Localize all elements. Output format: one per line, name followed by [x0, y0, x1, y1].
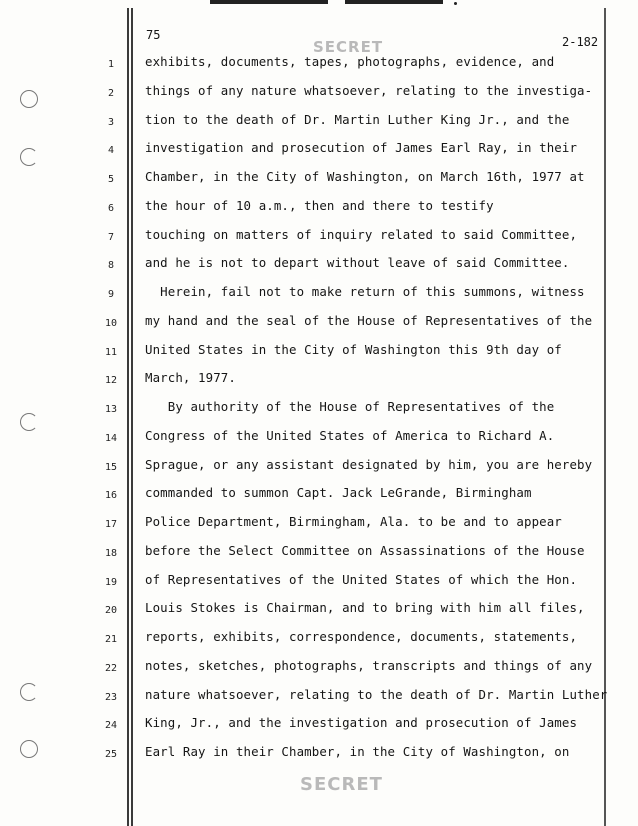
line-number: 2 [107, 88, 115, 99]
line-number: 9 [107, 289, 115, 300]
text-line: investigation and prosecution of James Earl Ray, in their [145, 140, 578, 155]
text-line: touching on matters of inquiry related to said Committee, [145, 227, 578, 242]
line-number: 20 [104, 605, 118, 616]
line-number: 24 [104, 720, 118, 731]
text-line: United States in the City of Washington this 9th day of [145, 342, 562, 357]
line-number: 14 [104, 433, 118, 444]
text-line: commanded to summon Capt. Jack LeGrande, Birmingham [145, 485, 532, 500]
text-line: exhibits, documents, tapes, photographs, evidence, and [145, 54, 555, 69]
line-number: 18 [104, 548, 118, 559]
header-redaction-bar [345, 0, 443, 4]
right-margin-rule [604, 8, 606, 826]
binder-hole [20, 740, 38, 758]
stamp-bottom: SECRET [300, 774, 383, 795]
text-line: King, Jr., and the investigation and prosecution of James [145, 715, 578, 730]
page-number: 75 [146, 28, 161, 42]
text-line: Congress of the United States of America to Richard A. [145, 428, 555, 443]
line-number: 11 [104, 347, 118, 358]
text-line: of Representatives of the United States of which the Hon. [145, 572, 578, 587]
line-number: 10 [104, 318, 118, 329]
left-margin-rule-inner [131, 8, 133, 826]
line-number: 17 [104, 519, 118, 530]
line-number: 4 [107, 145, 115, 156]
text-line: nature whatsoever, relating to the death of Dr. Martin Luther [145, 687, 608, 702]
text-line: March, 1977. [145, 370, 236, 385]
text-line: notes, sketches, photographs, transcripts and things of any [145, 658, 593, 673]
header-redaction-bar [210, 0, 328, 4]
text-line: By authority of the House of Representatives of the [145, 399, 555, 414]
text-line: Herein, fail not to make return of this summons, witness [145, 284, 585, 299]
line-number: 16 [104, 490, 118, 501]
line-number: 19 [104, 577, 118, 588]
line-number: 13 [104, 404, 118, 415]
text-line: things of any nature whatsoever, relating to the investiga- [145, 83, 593, 98]
line-number: 5 [107, 174, 115, 185]
text-line: reports, exhibits, correspondence, documents, statements, [145, 629, 578, 644]
text-line: before the Select Committee on Assassinations of the House [145, 543, 585, 558]
text-line: my hand and the seal of the House of Representatives of the [145, 313, 593, 328]
binder-hole [20, 90, 38, 108]
line-number: 23 [104, 692, 118, 703]
left-margin-rule [127, 8, 129, 826]
text-line: the hour of 10 a.m., then and there to testify [145, 198, 494, 213]
line-number: 15 [104, 462, 118, 473]
line-number: 6 [107, 203, 115, 214]
text-line: Earl Ray in their Chamber, in the City of Washington, on [145, 744, 570, 759]
stamp-top: SECRET [313, 38, 384, 56]
text-line: Police Department, Birmingham, Ala. to be and to appear [145, 514, 562, 529]
line-number: 21 [104, 634, 118, 645]
line-number: 12 [104, 375, 118, 386]
line-number: 3 [107, 117, 115, 128]
binder-hole [20, 683, 38, 701]
binder-hole [20, 148, 38, 166]
binder-hole [20, 413, 38, 431]
text-line: tion to the death of Dr. Martin Luther King Jr., and the [145, 112, 570, 127]
line-number: 8 [107, 260, 115, 271]
text-line: Chamber, in the City of Washington, on March 16th, 1977 at [145, 169, 585, 184]
text-line: Sprague, or any assistant designated by him, you are hereby [145, 457, 593, 472]
header-dot [454, 2, 457, 5]
line-number: 1 [107, 59, 115, 70]
line-number: 22 [104, 663, 118, 674]
text-line: and he is not to depart without leave of said Committee. [145, 255, 570, 270]
document-number: 2-182 [562, 35, 599, 49]
text-line: Louis Stokes is Chairman, and to bring with him all files, [145, 600, 585, 615]
line-number: 25 [104, 749, 118, 760]
line-number: 7 [107, 232, 115, 243]
